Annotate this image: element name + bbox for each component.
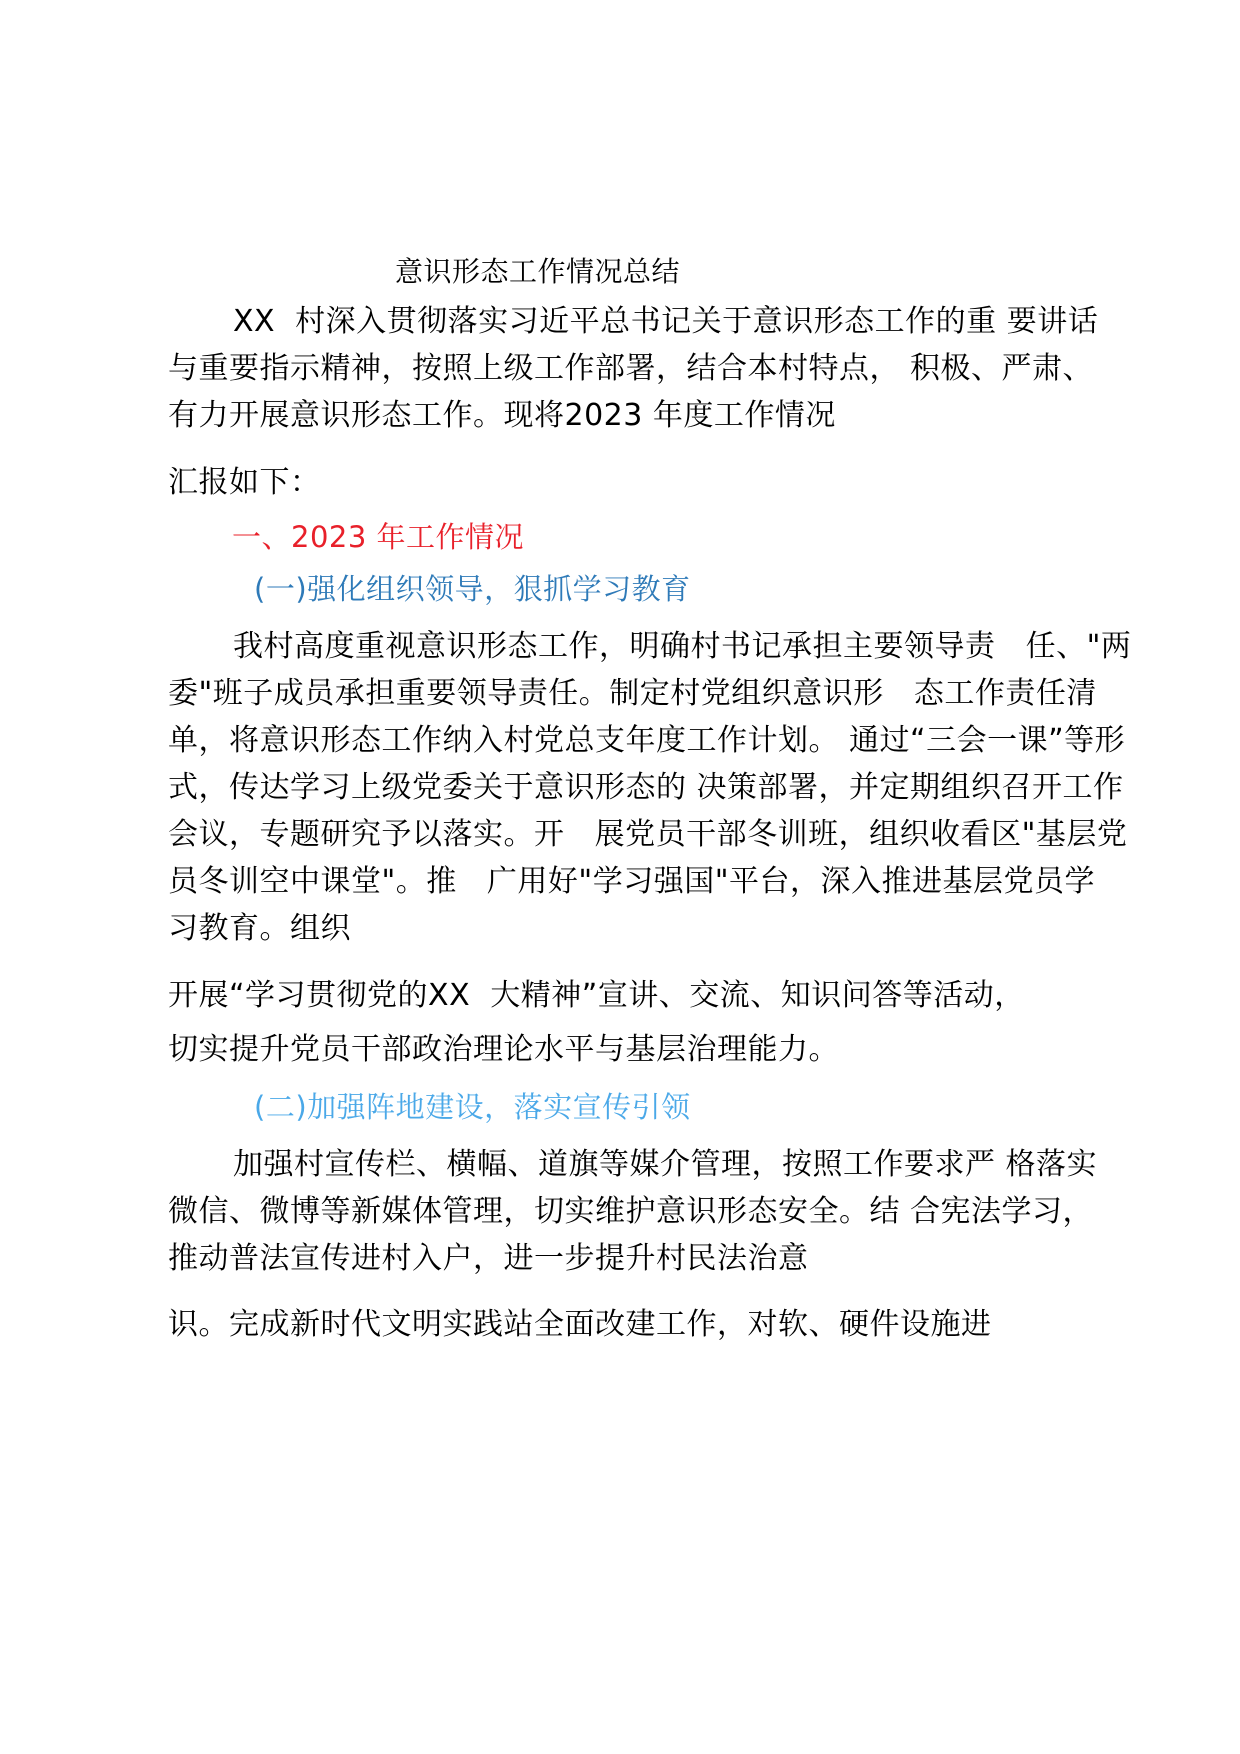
intro-line: XX 村深入贯彻落实习近平总书记关于意识形态工作的重 要讲话: [233, 304, 1099, 339]
section-1-line: 切实提升党员干部政治理论水平与基层治理能力。: [168, 1032, 839, 1067]
intro-line: 汇报如下：: [168, 465, 321, 500]
section-1-line: 开展“学习贯彻党的XX 大精神”宣讲、交流、知识问答等活动，: [168, 978, 1025, 1013]
heading-level-1: 一、2023 年工作情况: [232, 520, 525, 554]
section-1-line: 我村高度重视意识形态工作，明确村书记承担主要领导责 任、"两: [233, 629, 1132, 664]
section-1-line: 会议，专题研究予以落实。开 展党员干部冬训班，组织收看区"基层党: [168, 817, 1128, 852]
section-2-line: 微信、微博等新媒体管理，切实维护意识形态安全。结 合宪法学习，: [168, 1194, 1094, 1229]
document-title: 意识形态工作情况总结: [395, 255, 681, 288]
section-1-heading: (一)强化组织领导，狠抓学习教育: [254, 572, 691, 606]
intro-line: 与重要指示精神，按照上级工作部署，结合本村特点， 积极、严肃、: [168, 351, 1094, 386]
section-2-line: 推动普法宣传进村入户，进一步提升村民法治意: [168, 1241, 809, 1276]
section-1-line: 习教育。组织: [168, 911, 351, 946]
section-2-line: 加强村宣传栏、横幅、道旗等媒介管理，按照工作要求严 格落实: [233, 1147, 1098, 1182]
section-1-line: 委"班子成员承担重要领导责任。制定村党组织意识形 态工作责任清: [168, 676, 1097, 711]
intro-line: 有力开展意识形态工作。现将2023 年度工作情况: [168, 398, 836, 433]
section-1-line: 员冬训空中课堂"。推 广用好"学习强国"平台，深入推进基层党员学: [168, 864, 1096, 899]
section-1-line: 单，将意识形态工作纳入村党总支年度工作计划。 通过“三会一课”等形: [168, 723, 1126, 758]
section-2-heading: (二)加强阵地建设，落实宣传引领: [254, 1090, 691, 1124]
section-1-line: 式，传达学习上级党委关于意识形态的 决策部署，并定期组织召开工作: [168, 770, 1124, 805]
section-2-line: 识。完成新时代文明实践站全面改建工作，对软、硬件设施进: [168, 1307, 992, 1342]
